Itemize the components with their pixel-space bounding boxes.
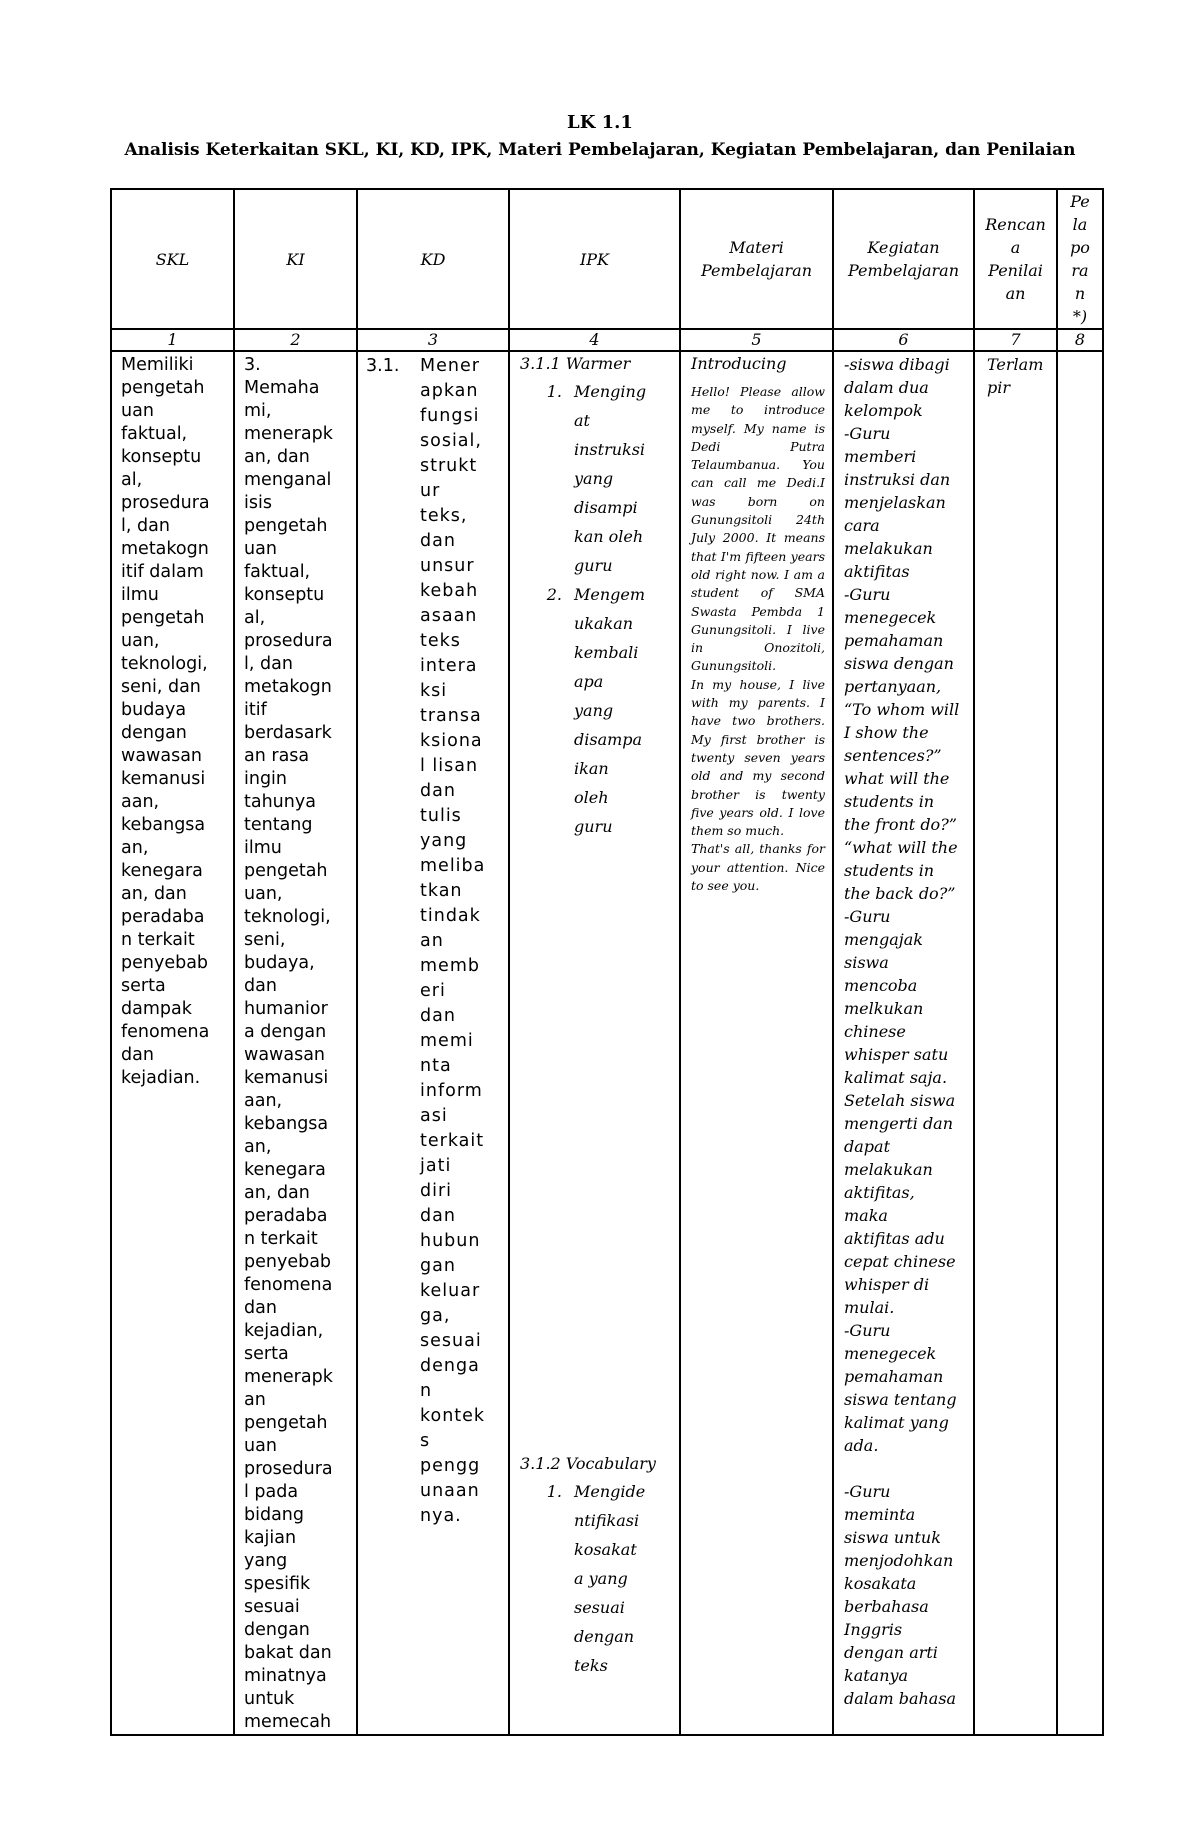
ipk-vocabulary-heading: 3.1.2 Vocabulary — [520, 1454, 656, 1473]
ipk-cell — [509, 351, 680, 1735]
column-number: 5 — [680, 329, 833, 351]
kd-number: 3.1. — [366, 356, 400, 376]
header-kd: KD — [357, 189, 509, 329]
list-marker: 1. — [546, 382, 562, 401]
materi-paragraph: In my house, I live with my parents. I have two brothers. My first brother is twenty seven years old and my second brother is twenty five years old. I love them so much. — [691, 676, 825, 839]
column-number: 4 — [509, 329, 680, 351]
column-number: 2 — [234, 329, 357, 351]
pelaporan-cell — [1057, 351, 1103, 1735]
header-ipk: IPK — [509, 189, 680, 329]
header-skl: SKL — [111, 189, 234, 329]
materi-heading: Introducing — [691, 354, 787, 373]
list-text: Mengem ukakan kembali apa yang disampa ikan oleh guru — [574, 585, 646, 836]
analysis-table — [110, 188, 1104, 1736]
ki-text: 3. Memaha mi, menerapk an, dan menganal isis pengetah uan faktual, konseptu al, prosedura l, dan metakogn itif berdasark an rasa ingin tahunya tentang ilmu pengetah uan, teknologi, seni, budaya, dan humanior a dengan wawasan kemanusi aan, kebangsa an, kenegara an, dan peradaba n terkait penyebab fenomena dan kejadian, serta menerapk an pengetah uan prosedura l pada bidang kajian yang spesifik sesuai dengan bakat dan minatnya untuk memecah — [244, 355, 333, 1732]
ki-cell — [234, 351, 357, 1735]
header-ki: KI — [234, 189, 357, 329]
kegiatan-cell — [833, 351, 974, 1735]
rencana-cell — [974, 351, 1057, 1735]
skl-cell — [111, 351, 234, 1735]
document-title: LK 1.1 — [567, 112, 633, 133]
skl-text: Memiliki pengetah uan faktual, konseptu al, prosedura l, dan metakogn itif dalam ilmu pengetah uan, teknologi, seni, dan budaya dengan wawasan kemanusi aan, kebangsa an, kenegara an, dan peradaba n terkait penyebab serta dampak fenomena dan kejadian. — [121, 355, 210, 1088]
ipk-vocabulary-list — [520, 1477, 675, 1680]
content-row — [111, 351, 1103, 1735]
header-row — [111, 189, 1103, 329]
column-number: 8 — [1057, 329, 1103, 351]
materi-paragraph: That's all, thanks for your attention. Nice to see you. — [691, 841, 825, 894]
list-item — [520, 580, 675, 841]
column-number: 1 — [111, 329, 234, 351]
header-rencana-penilaian: Rencan a Penilai an — [974, 189, 1057, 329]
column-number: 3 — [357, 329, 509, 351]
column-number: 6 — [833, 329, 974, 351]
list-item — [520, 1477, 675, 1680]
number-row — [111, 329, 1103, 351]
list-text: Mengide ntifikasi kosakat a yang sesuai dengan teks — [574, 1482, 646, 1675]
header-kegiatan: Kegiatan Pembelajaran — [833, 189, 974, 329]
list-text: Menging at instruksi yang disampi kan oleh guru — [574, 382, 647, 575]
list-marker: 1. — [546, 1482, 562, 1501]
kd-text: Mener apkan fungsi sosial, strukt ur teks, dan unsur kebah asaan teks intera ksi transa ksiona l lisan dan tulis yang meliba tkan tindak an memb eri dan memi nta inform asi terkait jati diri dan hubun gan keluar ga, sesuai denga n kontek s pengg unaan nya. — [420, 356, 486, 1526]
kd-cell — [357, 351, 509, 1735]
list-item — [520, 377, 675, 580]
ipk-warmer-heading: 3.1.1 Warmer — [520, 354, 631, 373]
list-marker: 2. — [546, 585, 562, 604]
rencana-text: Terlam pir — [987, 355, 1044, 397]
ipk-warmer-list — [520, 377, 675, 841]
header-pelaporan: Pe la po ra n *) — [1057, 189, 1103, 329]
document-subtitle: Analisis Keterkaitan SKL, KI, KD, IPK, Materi Pembelajaran, Kegiatan Pembelajaran, dan Penilaian — [124, 140, 1076, 160]
header-materi: Materi Pembelajaran — [680, 189, 833, 329]
materi-cell — [680, 351, 833, 1735]
materi-paragraph: Hello! Please allow me to introduce myself. My name is Dedi Putra Telaumbanua. You can call me Dedi.I was born on Gunungsitoli 24th July 2000. It means that I'm fifteen years old right now. I am a student of SMA Swasta Pembda 1 Gunungsitoli. I live in Onozitoli, Gunungsitoli. — [691, 384, 825, 674]
kegiatan-text: -siswa dibagi dalam dua kelompok -Guru memberi instruksi dan menjelaskan cara melakukan aktifitas -Guru menegecek pemahaman siswa dengan pertanyaan, “To whom will I show the sentences?” what will the students in the front do?” “what will the students in the back do?” -Guru mengajak siswa mencoba melkukan chinese whisper satu kalimat saja. Setelah siswa mengerti dan dapat melakukan aktifitas, maka aktifitas adu cepat chinese whisper di mulai. -Guru menegecek pemahaman siswa tentang kalimat yang ada. -Guru meminta siswa untuk menjodohkan kosakata berbahasa Inggris dengan arti katanya dalam bahasa — [844, 355, 960, 1708]
column-number: 7 — [974, 329, 1057, 351]
